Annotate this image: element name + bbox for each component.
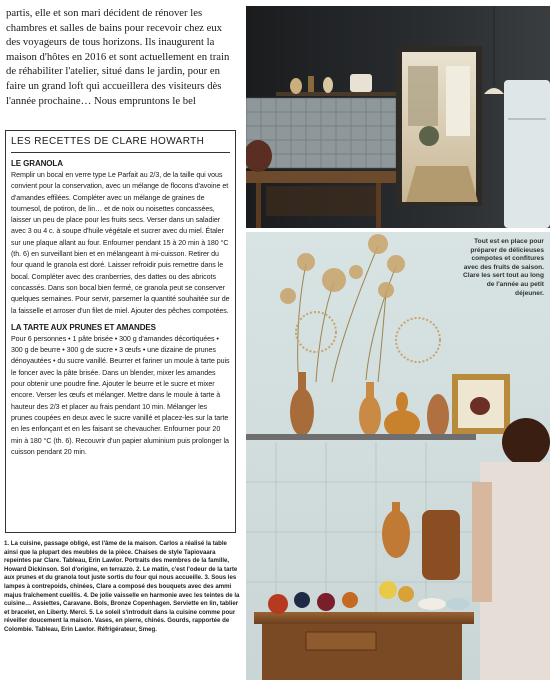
inset-caption-text: Tout est en place pour préparer de délicieuses compotes et confitures avec des fruits de saison. Clare les sert tout au long de l'année au petit déjeuner. (463, 238, 544, 297)
kitchen-shelf-illustration (246, 232, 550, 680)
kitchen-doorway-photo (246, 6, 550, 228)
kitchen-doorway-illustration (246, 6, 550, 228)
captions-text: 1. La cuisine, passage obligé, est l'âme de la maison. Carlos a réalisé la table ainsi que la plupart des meubles de la pièce. Chaises de style Tapiovaara repeintes par Clare. Tableau, Erin Lawlor. Portraits des membres de la famille, Howard Dickinson. Sol d'origine, en terrazzo. 2. Le matin, c'est l'odeur de la tarte aux prunes et du granola tout juste sortis du four qui nous accueille. 3. Sous les lampes à contrepoids, chinées, Clare a composé des bouquets avec des ammi majus fraîchement cueillis. 4. De jolie vaisselle en harmonie avec les teintes de la cuisine… Assiettes, Caravane. Bols, Bronze Copenhagen. Serviette en lin, tablier et bracelet, en Liberty. Merci. 5. Le soleil s'introduit dans la cuisine comme pour réveiller doucement la maison. Vases, en pierre, chinés. Gourds, rapportée de Colombie. Tableau, Erin Lawlor. Réfrigérateur, Smeg. (4, 540, 240, 633)
recipe-box-title: LES RECETTES DE CLARE HOWARTH (11, 136, 230, 153)
tarte-heading: LA TARTE AUX PRUNES ET AMANDES (11, 322, 156, 332)
intro-paragraph (6, 6, 238, 108)
kitchen-shelf-photo (246, 232, 550, 680)
granola-heading: LE GRANOLA (11, 159, 63, 168)
tarte-body: Pour 6 personnes • 1 pâte brisée • 300 g d'amandes décortiquées • 300 g de beurre • 300 g de sucre • 3 œufs • une dizaine de prunes dénoyautées • du sucre vanillé. Beurrer et fariner un moule à tarte puis le foncer avec la pâte brisée. Dans un blender, mixer les amandes pour obtenir une poudre fine. Ajouter le beurre et le sucre et mixer encore. Verser les œufs et mélanger. Mettre dans le moule à tarte à hauteur des 2/3 et placer au frais pendant 10 min. Mélanger les prunes coupées en deux avec le sucre vanillé et placez-les sur la tarte en les enfonçant et en les faisant se chevaucher. Enfourner pour 20 min à 180 °C (th. 6). Recouvrir d'un papier aluminium puis prolonger la cuisson pendant 20 min. (11, 334, 230, 456)
recipe-box (5, 130, 236, 533)
photo-captions (4, 540, 240, 635)
granola-body: Remplir un bocal en verre type Le Parfait au 2/3, de la taille qui vous convient pour la conservation, avec un mélange de flocons d'avoine et d'amandes effilées. Compléter avec un mélange de graines de tournesol, de potiron, de lin… et de noix ou noisettes concassées, laisser un peu de place pour les fruits secs. Verser dans un saladier avec 3 ou 4 c. à soupe d'huile végétale et sucrer avec du miel. Étaler sur une plaque allant au four. Enfourner pendant 15 à 20 min à 180 °C (th. 6) en surveillant bien et en mélangeant à mi-cuisson. Retirer du four quand le granola est doré. Laisser refroidir puis remettre dans le bocal. Compléter avec des cranberries, des dattes ou des abricots concassés. Dans son bocal bien fermé, ce granola peut se conserver quelques semaines. Pour servir, parsemer la quantité souhaitée sur de la faisselle et arroser d'un filet de miel. Ajouter des pêches compotées. (11, 171, 230, 315)
inset-caption (462, 238, 544, 298)
intro-text: partis, elle et son mari décident de rénover les chambres et salles de bains pour recevoir chez eux des voyageurs de tous horizons. Ils inaugurent la maison d'hôtes en 2016 et sont actuellement en train de réhabiliter l'atelier, situé dans le jardin, pour en faire un grand loft qui accueillera des visiteurs dès l'année prochaine… Nous empruntons le bel (6, 7, 230, 107)
